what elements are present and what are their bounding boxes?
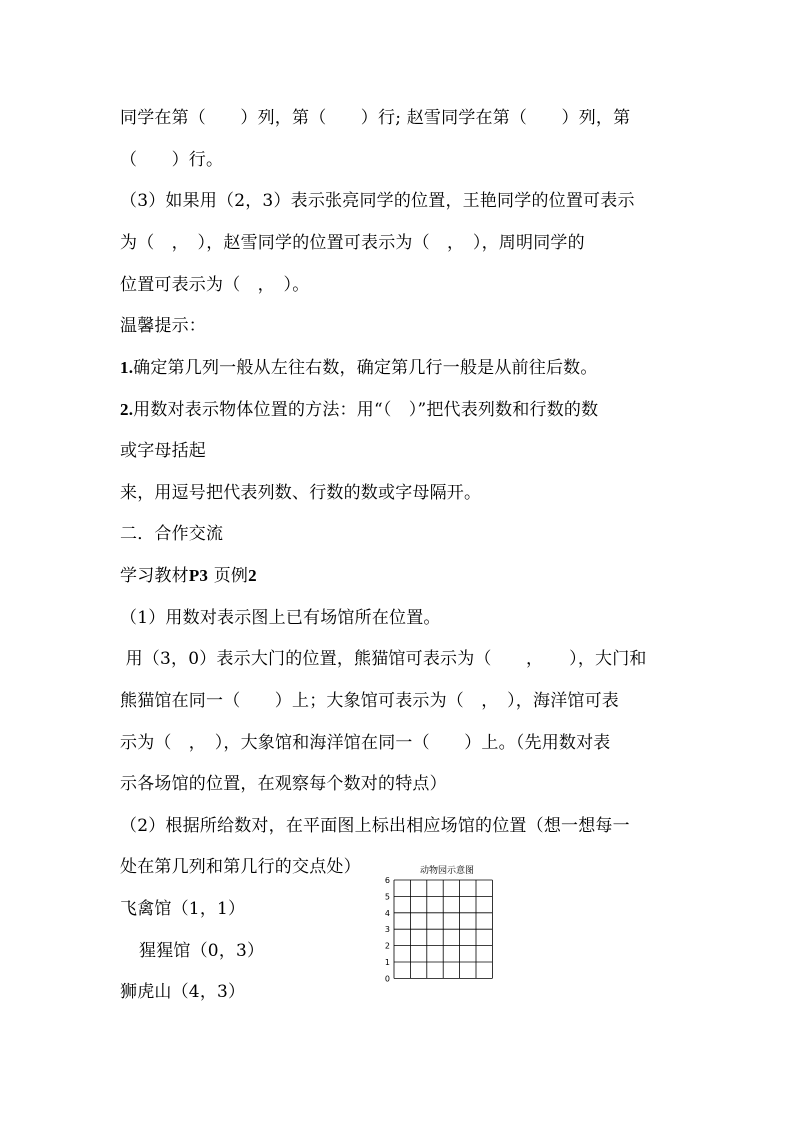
venue-lion-tiger-hill: 狮虎山（4，3） — [120, 982, 246, 1002]
y-tick-label: 4 — [384, 908, 390, 918]
text-line-4: 为（ ， ），赵雪同学的位置可表示为（ ， ），周明同学的 — [120, 233, 585, 253]
text-line-9: 或字母括起 — [120, 441, 206, 461]
text-line-1: 同学在第（ ）列，第（ ）行; 赵雪同学在第（ ）列，第 — [120, 108, 631, 128]
tip-item-2 — [120, 400, 598, 420]
y-tick-label: 3 — [384, 925, 390, 935]
text-line-16: 示为（ ， ），大象馆和海洋馆在同一（ ）上。（先用数对表 — [120, 733, 611, 753]
tip-item-1 — [120, 358, 598, 378]
text-line-14: 用（3，0）表示大门的位置，熊猫馆可表示为（ ， ），大门和 — [120, 649, 647, 669]
text-line-2: （ ）行。 — [120, 150, 224, 170]
text-line-3: （3）如果用（2，3）表示张亮同学的位置，王艳同学的位置可表示 — [120, 191, 635, 211]
zoo-map-grid — [380, 866, 515, 991]
zoo-map-title: 动物园示意图 — [420, 866, 475, 876]
textbook-ref-page: P3 — [188, 566, 209, 585]
tip-heading: 温馨提示： — [120, 316, 206, 336]
section-heading: 二．合作交流 — [120, 524, 224, 544]
y-tick-label: 1 — [384, 958, 390, 967]
zoo-map-svg — [380, 866, 515, 991]
textbook-reference — [120, 566, 257, 586]
venue-orangutan-house: 猩猩馆（0，3） — [139, 941, 265, 961]
tip-item-1-text: 确定第几列一般从左往右数，确定第几行一般是从前往后数。 — [133, 358, 598, 378]
y-tick-label: 6 — [384, 876, 390, 885]
venue-bird-house: 飞禽馆（1，1） — [120, 899, 246, 919]
y-tick-label: 2 — [384, 941, 390, 951]
text-line-15: 熊猫馆在同一（ ）上；大象馆可表示为（ ， ），海洋馆可表 — [120, 691, 619, 711]
question-1: （1）用数对表示图上已有场馆所在位置。 — [120, 608, 441, 628]
y-tick-label: 5 — [384, 892, 390, 902]
tip-item-2-number: 2. — [120, 400, 134, 419]
tip-item-2-text: 用数对表示物体位置的方法：用“（ ）”把代表列数和行数的数 — [133, 400, 599, 420]
textbook-ref-example: 2 — [248, 566, 257, 585]
question-2: （2）根据所给数对，在平面图上标出相应场馆的位置（想一想每一 — [120, 816, 630, 836]
tip-item-1-number: 1. — [120, 358, 134, 377]
text-line-19: 处在第几列和第几行的交点处） — [120, 857, 361, 877]
textbook-ref-part-c: 页例 — [208, 566, 249, 586]
y-tick-label: 0 — [384, 974, 390, 984]
textbook-ref-part-a: 学习教材 — [120, 566, 189, 586]
text-line-17: 示各场馆的位置，在观察每个数对的特点） — [120, 774, 447, 794]
text-line-5: 位置可表示为（ ， ）。 — [120, 275, 310, 295]
text-line-10: 来，用逗号把代表列数、行数的数或字母隔开。 — [120, 483, 482, 503]
